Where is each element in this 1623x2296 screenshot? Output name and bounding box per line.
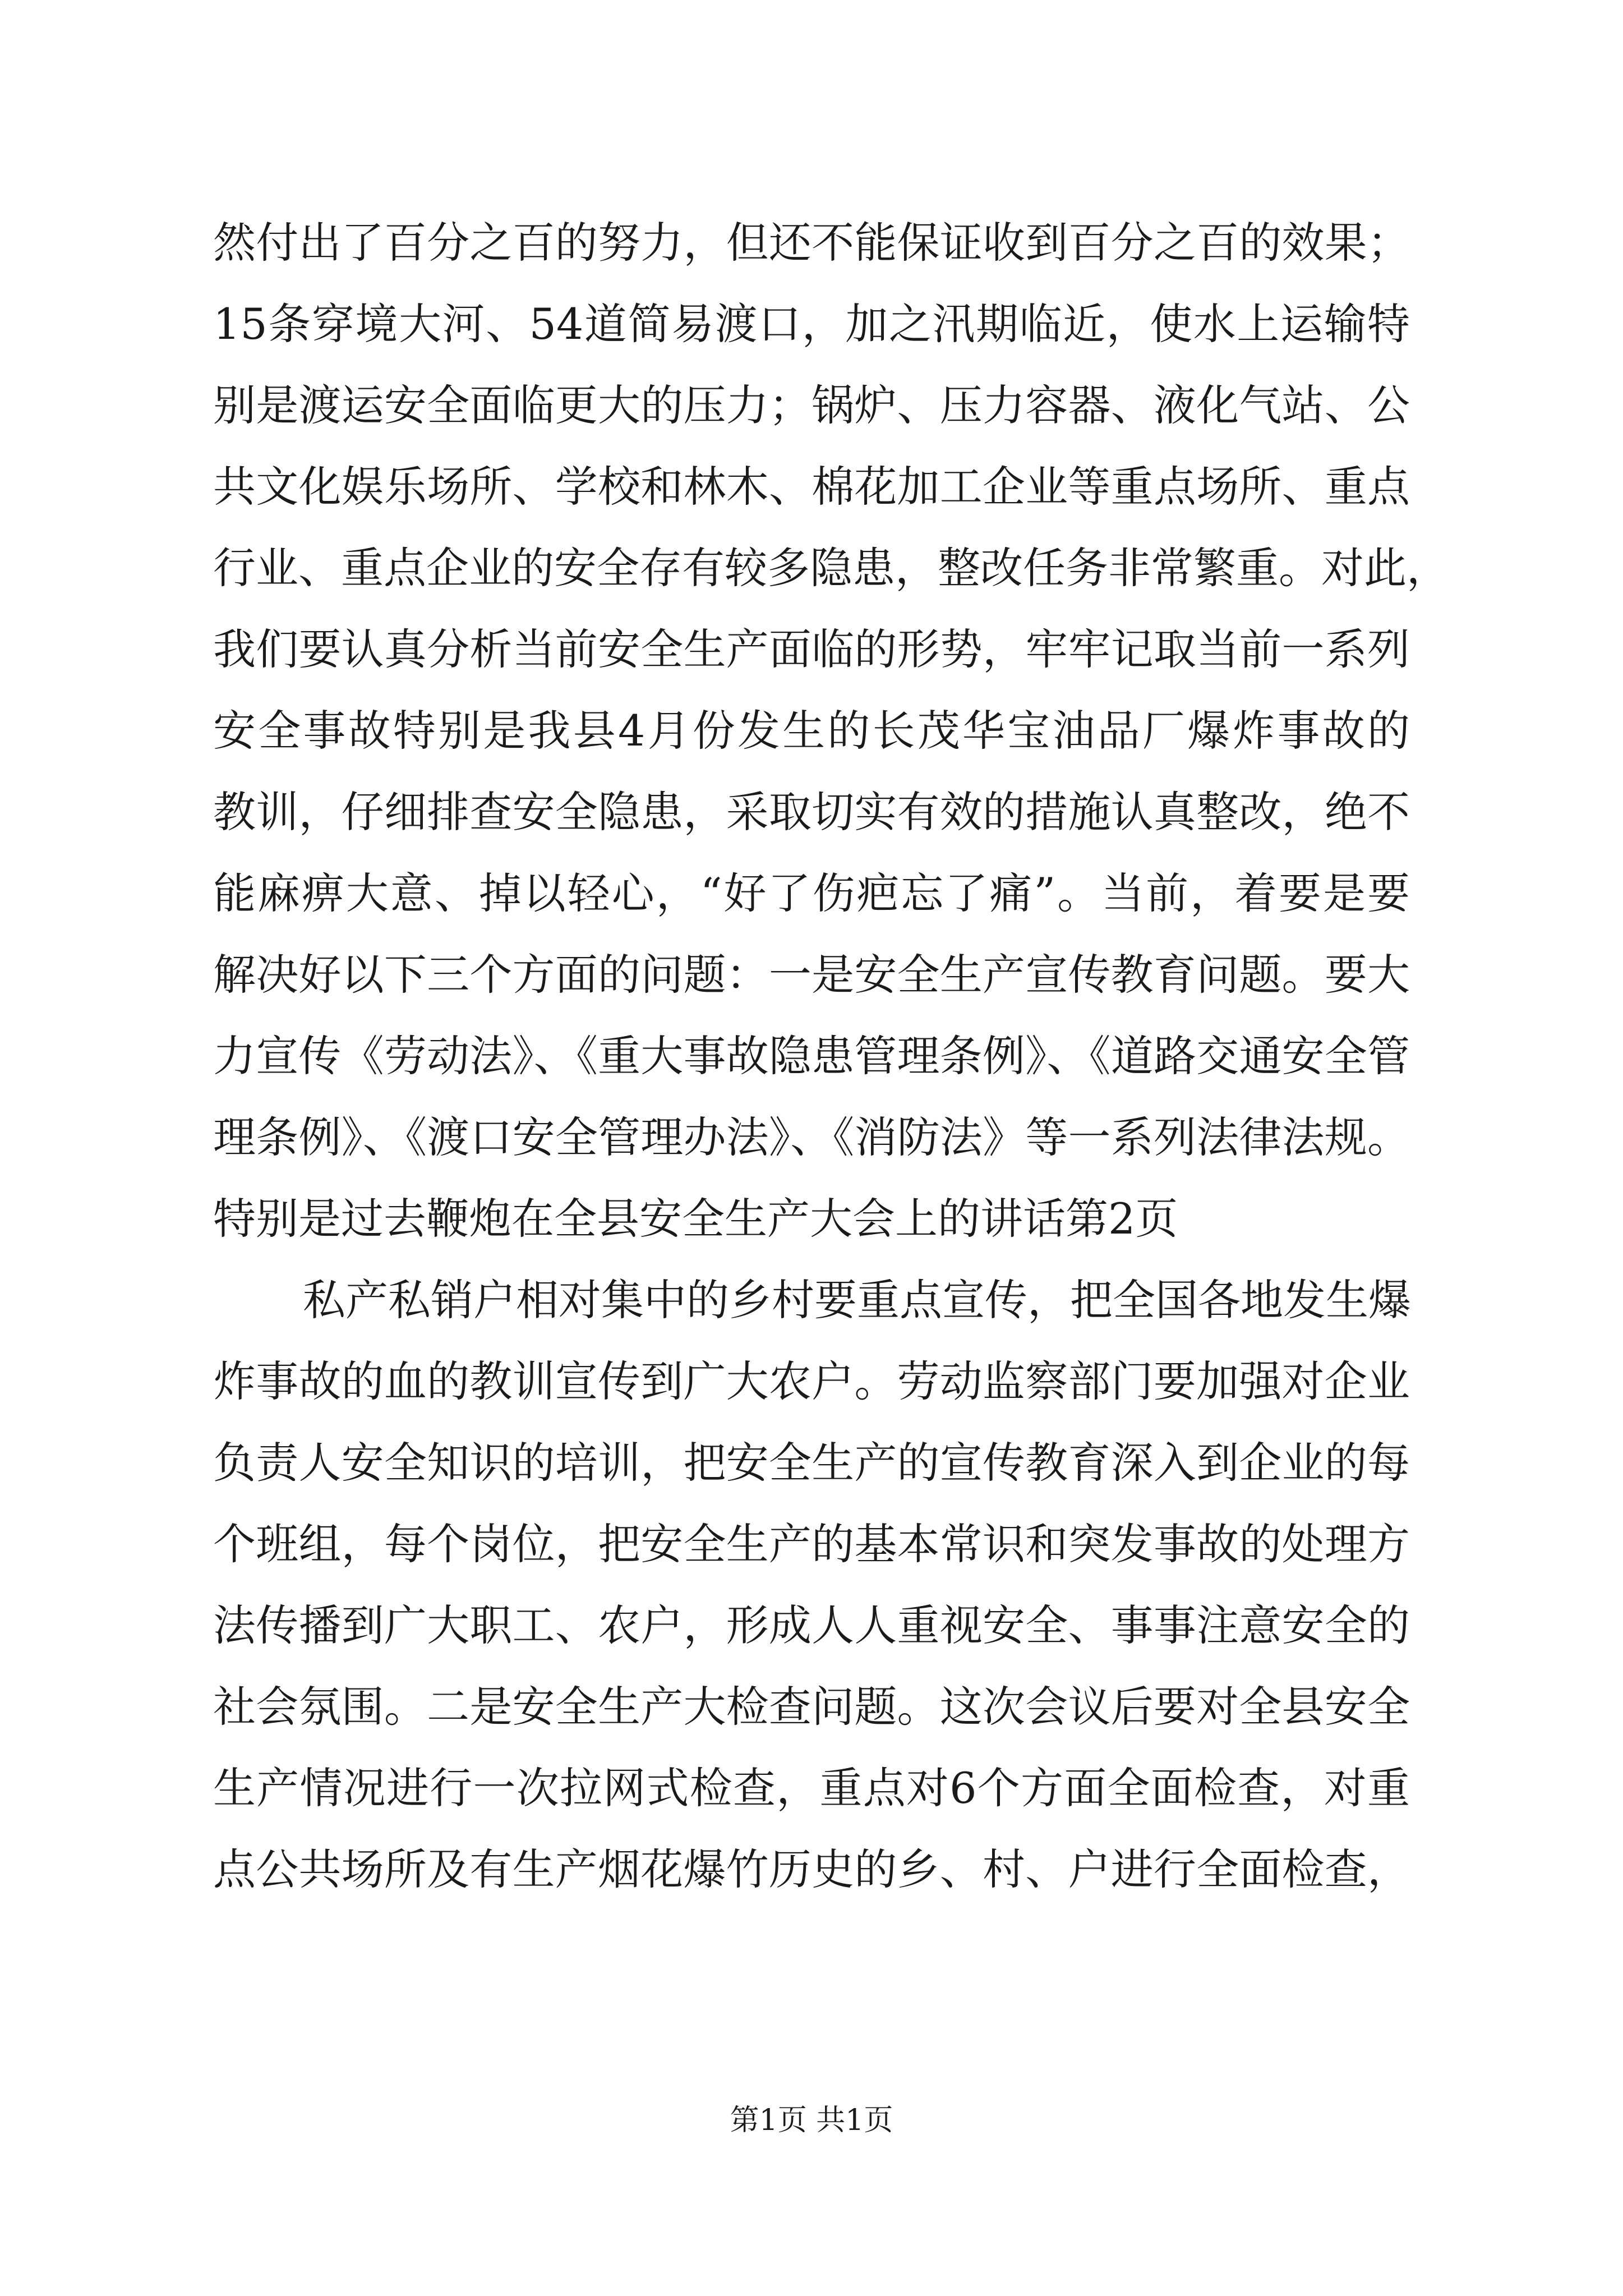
- text-line: 特别是过去鞭炮在全县安全生产大会上的讲话第2页: [213, 1194, 1178, 1244]
- text-line: 社会氛围。二是安全生产大检查问题。这次会议后要对全县安全: [213, 1682, 1410, 1732]
- text-line: 15条穿境大河、54道简易渡口，加之汛期临近，使水上运输特: [213, 299, 1410, 349]
- text-line: 解决好以下三个方面的问题：一是安全生产宣传教育问题。要大: [213, 950, 1410, 1000]
- text-line: 理条例》、《渡口安全管理办法》、《消防法》等一系列法律法规。: [213, 1112, 1410, 1162]
- text-line: 共文化娱乐场所、学校和林木、棉花加工企业等重点场所、重点: [213, 462, 1410, 512]
- text-line: 私产私销户相对集中的乡村要重点宣传，把全国各地发生爆: [303, 1275, 1411, 1325]
- page-number-label: 第1页 共1页: [730, 2104, 893, 2137]
- text-line: 安全事故特别是我县4月份发生的长茂华宝油品厂爆炸事故的: [213, 706, 1410, 756]
- page-footer: [0, 2101, 1623, 2140]
- text-line: 然付出了百分之百的努力，但还不能保证收到百分之百的效果；: [213, 218, 1410, 268]
- text-line: 点公共场所及有生产烟花爆竹历史的乡、村、户进行全面检查，: [213, 1844, 1410, 1894]
- text-line: 负责人安全知识的培训，把安全生产的宣传教育深入到企业的每: [213, 1438, 1410, 1488]
- body-text: [213, 202, 1449, 1910]
- text-line: 行业、重点企业的安全存有较多隐患，整改任务非常繁重。对此，: [213, 543, 1449, 593]
- text-line: 法传播到广大职工、农户，形成人人重视安全、事事注意安全的: [213, 1600, 1410, 1650]
- text-line: 我们要认真分析当前安全生产面临的形势，牢牢记取当前一系列: [213, 624, 1410, 674]
- text-line: 力宣传《劳动法》、《重大事故隐患管理条例》、《道路交通安全管: [213, 1031, 1410, 1081]
- text-line: 教训，仔细排查安全隐患，采取切实有效的措施认真整改，绝不: [213, 787, 1410, 837]
- text-line: 炸事故的血的教训宣传到广大农户。劳动监察部门要加强对企业: [213, 1356, 1410, 1406]
- text-line: 个班组，每个岗位，把安全生产的基本常识和突发事故的处理方: [213, 1519, 1410, 1569]
- text-line: 生产情况进行一次拉网式检查，重点对6个方面全面检查，对重: [213, 1763, 1410, 1813]
- text-line: 能麻痹大意、掉以轻心，“好了伤疤忘了痛”。当前，着要是要: [213, 868, 1410, 918]
- text-line: 别是渡运安全面临更大的压力；锅炉、压力容器、液化气站、公: [213, 380, 1410, 430]
